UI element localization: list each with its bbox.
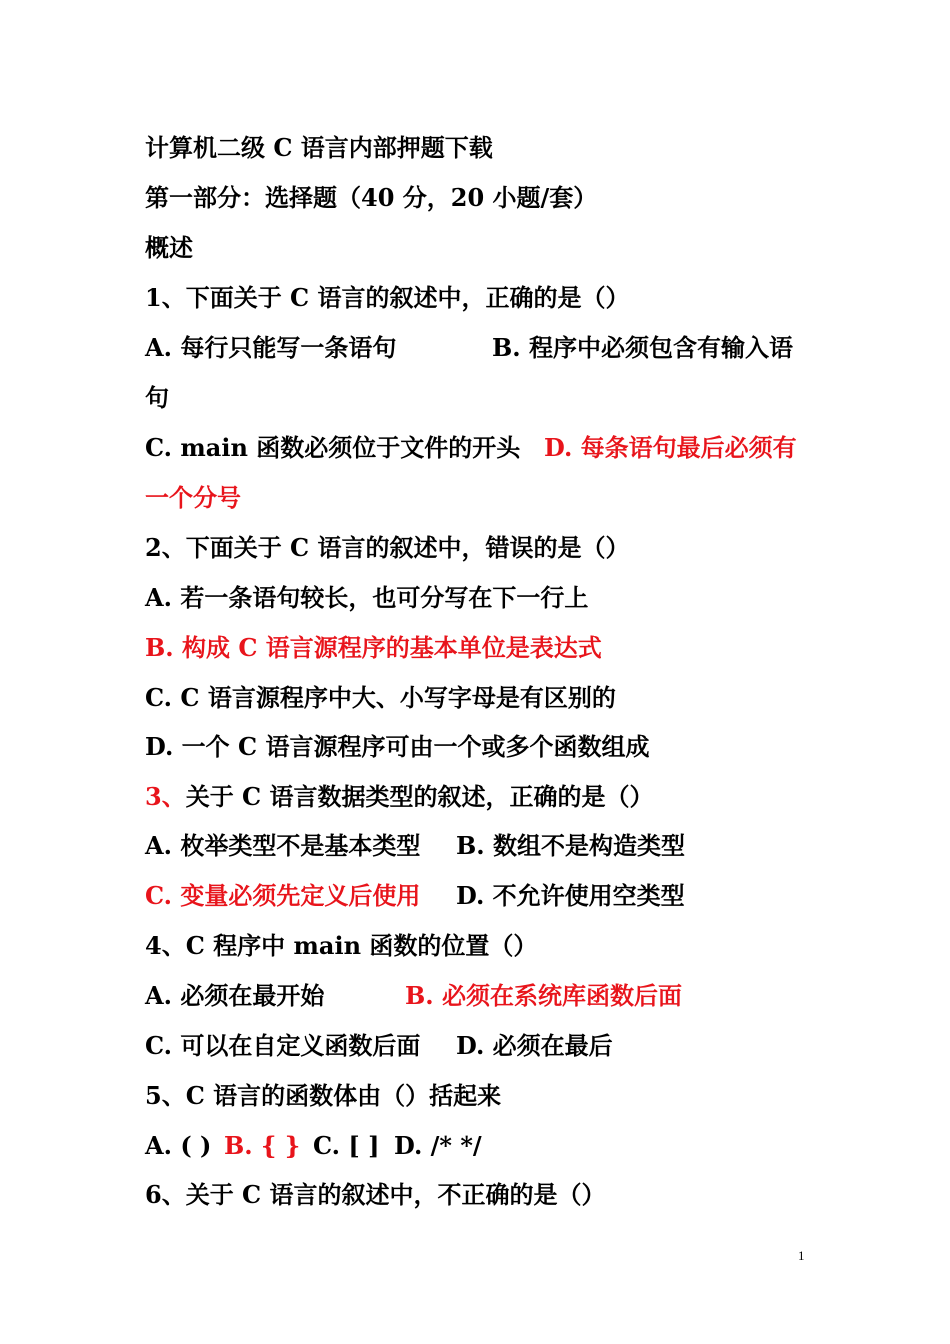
question-1-option-b: B. 程序中必须包含有输入语 <box>492 333 793 362</box>
question-3-options-row-1 <box>145 831 845 861</box>
question-3-options-row-2 <box>145 881 845 911</box>
question-4-stem: 4、C 程序中 main 函数的位置（） <box>145 931 538 960</box>
question-3-stem <box>145 782 654 812</box>
question-4-options-row-2 <box>145 1031 845 1061</box>
question-1-option-d-continued: 一个分号 <box>145 483 241 512</box>
question-4-options-row-1 <box>145 981 845 1011</box>
question-2-stem: 2、下面关于 C 语言的叙述中，错误的是（） <box>145 533 630 562</box>
question-2-option-d: D. 一个 C 语言源程序可由一个或多个函数组成 <box>145 732 650 761</box>
question-1-option-c: C. main 函数必须位于文件的开头 <box>145 433 521 462</box>
document-title: 计算机二级 C 语言内部押题下载 <box>145 133 493 162</box>
question-3-stem-text: 关于 C 语言数据类型的叙述，正确的是（） <box>185 782 654 811</box>
question-5-option-a: A. ( ) <box>145 1131 212 1160</box>
question-3-option-d: D. 不允许使用空类型 <box>456 881 685 910</box>
question-5-option-d: D. /* */ <box>394 1131 482 1160</box>
question-2-option-a: A. 若一条语句较长，也可分写在下一行上 <box>145 583 589 612</box>
question-6-stem: 6、关于 C 语言的叙述中，不正确的是（） <box>145 1180 606 1209</box>
question-1-option-d-answer: D. 每条语句最后必须有 <box>544 433 797 462</box>
question-5-option-c: C. [ ] <box>313 1131 380 1160</box>
question-1-stem: 1、下面关于 C 语言的叙述中，正确的是（） <box>145 283 630 312</box>
question-4-option-d: D. 必须在最后 <box>456 1031 613 1060</box>
question-5-stem: 5、C 语言的函数体由（）括起来 <box>145 1081 502 1110</box>
question-3-option-b: B. 数组不是构造类型 <box>456 831 685 860</box>
question-2-option-b-answer: B. 构成 C 语言源程序的基本单位是表达式 <box>145 633 602 662</box>
question-1-options-row-1 <box>145 333 845 363</box>
question-4-option-a: A. 必须在最开始 <box>145 981 325 1010</box>
question-5-option-b-answer: B. { } <box>224 1131 301 1160</box>
question-1-option-a: A. 每行只能写一条语句 <box>145 333 397 362</box>
page-number: 1 <box>798 1248 805 1263</box>
question-3-option-a: A. 枚举类型不是基本类型 <box>145 831 421 860</box>
question-1-option-b-continued: 句 <box>145 383 169 412</box>
question-2-option-c: C. C 语言源程序中大、小写字母是有区别的 <box>145 683 616 712</box>
part-heading: 第一部分：选择题（40 分，20 小题/套） <box>145 183 598 212</box>
question-3-option-c-answer: C. 变量必须先定义后使用 <box>145 881 421 910</box>
question-4-option-c: C. 可以在自定义函数后面 <box>145 1031 421 1060</box>
question-1-options-row-2 <box>145 433 845 463</box>
question-4-option-b-answer: B. 必须在系统库函数后面 <box>405 981 682 1010</box>
question-5-options-row <box>145 1131 845 1161</box>
question-3-number: 3、 <box>145 782 186 811</box>
overview-heading: 概述 <box>145 233 193 262</box>
